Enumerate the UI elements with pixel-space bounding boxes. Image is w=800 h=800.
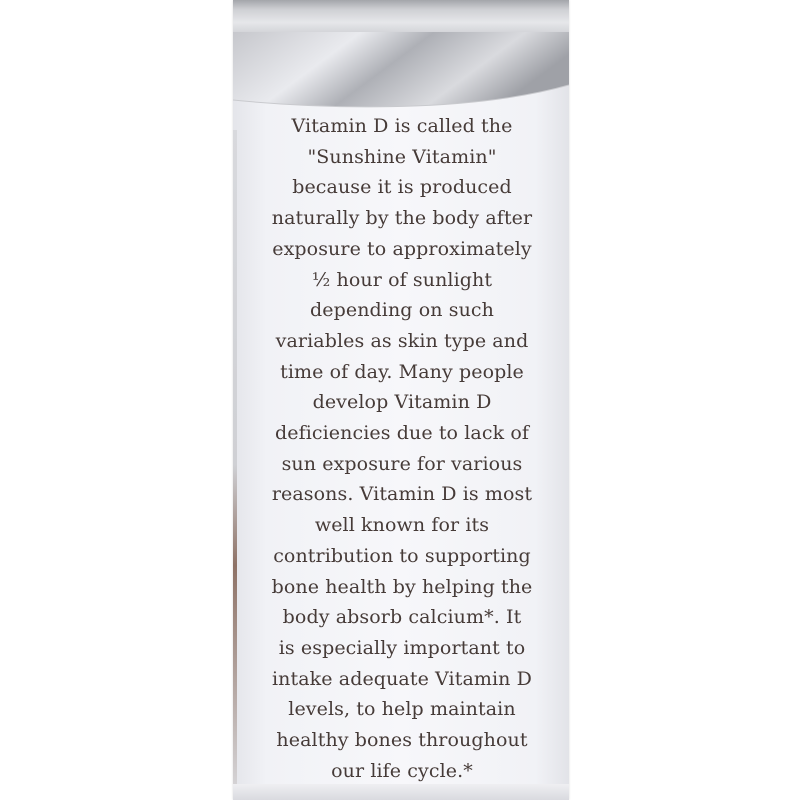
- description-line: deficiencies due to lack of: [274, 422, 530, 445]
- description-line: "Sunshine Vitamin": [307, 145, 497, 168]
- description-line: contribution to supporting: [273, 544, 531, 567]
- description-line: our life cycle.*: [331, 759, 473, 782]
- description-line: naturally by the body after: [271, 207, 533, 230]
- description-line: depending on such: [309, 299, 494, 322]
- description-line: ½ hour of sunlight: [311, 268, 493, 291]
- description-line: well known for its: [314, 514, 490, 537]
- description-line: time of day. Many people: [280, 360, 524, 383]
- description-line: intake adequate Vitamin D: [272, 667, 532, 690]
- description-line: healthy bones throughout: [276, 729, 528, 752]
- description-line: reasons. Vitamin D is most: [271, 483, 533, 506]
- description-line: develop Vitamin D: [312, 391, 492, 414]
- description-line: because it is produced: [292, 176, 512, 199]
- description-line: sun exposure for various: [281, 452, 523, 475]
- description-line: levels, to help maintain: [288, 698, 516, 721]
- vitamin-d-description: [252, 111, 552, 786]
- description-line: variables as skin type and: [275, 329, 529, 352]
- description-line: exposure to approximately: [272, 237, 532, 260]
- description-line: Vitamin D is called the: [291, 115, 513, 137]
- description-line: is especially important to: [278, 636, 526, 659]
- box-left-edge: [233, 130, 237, 800]
- description-line: bone health by helping the: [271, 575, 533, 598]
- description-line: body absorb calcium*. It: [282, 606, 522, 629]
